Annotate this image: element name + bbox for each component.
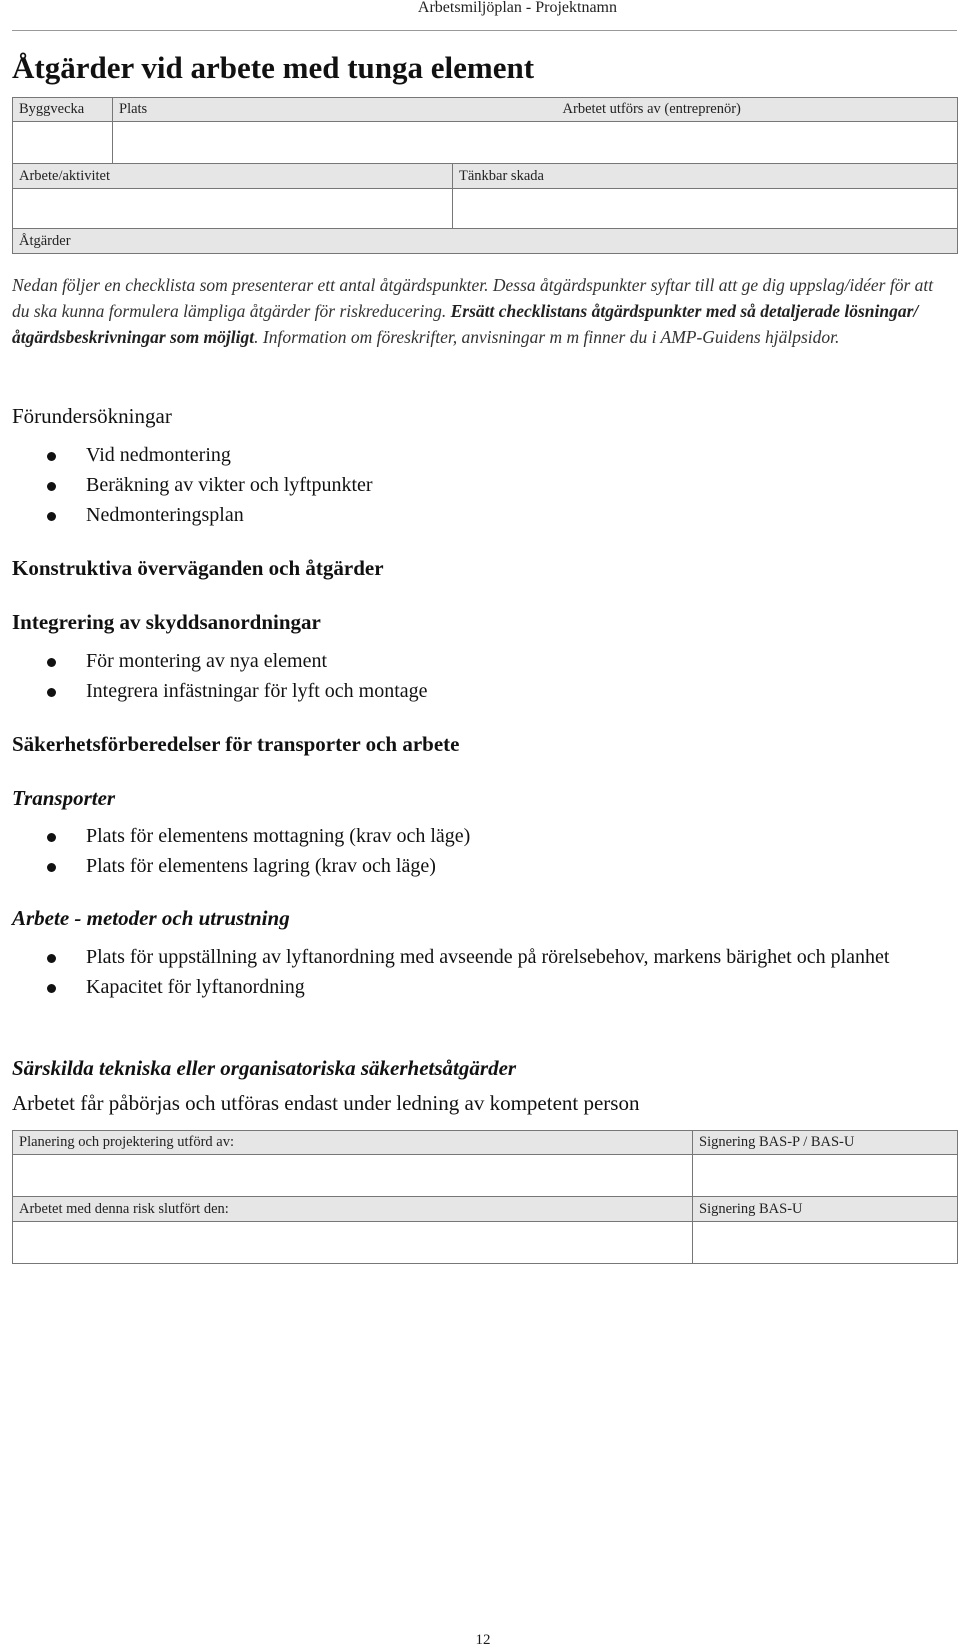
heading-transporter: Transporter bbox=[12, 786, 116, 810]
field-arbetet-utfors-av[interactable] bbox=[557, 122, 958, 164]
list-item: Plats för uppställning av lyftanordning med avseende på rörelsebehov, markens bärighet och planhet bbox=[42, 942, 922, 972]
sarskilda-text: Arbetet får påbörjas och utföras endast under ledning av kompetent person bbox=[12, 1091, 640, 1115]
list-item: Beräkning av vikter och lyftpunkter bbox=[42, 470, 922, 500]
field-planering-utford-av[interactable] bbox=[13, 1155, 693, 1197]
signoff-form bbox=[12, 1130, 958, 1264]
list-item: Kapacitet för lyftanordning bbox=[42, 972, 922, 1002]
label-signering-bas-p-u: Signering BAS-P / BAS-U bbox=[693, 1131, 958, 1155]
intro-paragraph bbox=[12, 272, 952, 350]
field-signering-bas-p-u[interactable] bbox=[693, 1155, 958, 1197]
label-byggvecka: Byggvecka bbox=[13, 98, 113, 122]
document-header-title: Arbetsmiljöplan - Projektnamn bbox=[417, 0, 617, 16]
list-item: Vid nedmontering bbox=[42, 440, 922, 470]
list-item: Plats för elementens mottagning (krav och läge) bbox=[42, 821, 922, 851]
field-signering-bas-u[interactable] bbox=[693, 1222, 958, 1264]
heading-forundersokningar: Förundersökningar bbox=[12, 404, 172, 428]
label-arbete-aktivitet: Arbete/aktivitet bbox=[13, 164, 453, 189]
bullet-icon bbox=[47, 688, 56, 697]
list-item: Plats för elementens lagring (krav och läge) bbox=[42, 851, 922, 881]
list-item: Integrera infästningar för lyft och montage bbox=[42, 676, 922, 706]
label-tankbar-skada: Tänkbar skada bbox=[453, 164, 958, 189]
label-atgarder: Åtgärder bbox=[13, 229, 958, 254]
intro-text-1: Nedan följer en checklista som presenterar ett antal åtgärdspunkter. Dessa åtgärdspunkter syftar till att ge dig uppslag/idéer för att du ska kunna formulera lämpliga åtgärder för riskreducering. bbox=[12, 275, 934, 321]
heading-integrering: Integrering av skyddsanordningar bbox=[12, 610, 321, 634]
bullet-icon bbox=[47, 984, 56, 993]
field-arbete-aktivitet[interactable] bbox=[13, 189, 453, 229]
heading-sakerhet: Säkerhetsförberedelser för transporter och arbete bbox=[12, 732, 460, 756]
list-item: För montering av nya element bbox=[42, 646, 922, 676]
label-plats: Plats bbox=[113, 98, 557, 122]
bullet-icon bbox=[47, 452, 56, 461]
list-integrering bbox=[42, 646, 922, 706]
label-signering-bas-u: Signering BAS-U bbox=[693, 1197, 958, 1222]
label-arbetet-utfors-av: Arbetet utförs av (entreprenör) bbox=[557, 98, 958, 122]
list-item: Nedmonteringsplan bbox=[42, 500, 922, 530]
heading-konstruktiva: Konstruktiva överväganden och åtgärder bbox=[12, 556, 384, 580]
intro-text-3: . Information om föreskrifter, anvisningar m m finner du i AMP-Guidens hjälpsidor. bbox=[254, 327, 840, 347]
heading-arbete: Arbete - metoder och utrustning bbox=[12, 906, 290, 930]
heading-sarskilda: Särskilda tekniska eller organisatoriska säkerhetsåtgärder bbox=[12, 1056, 517, 1080]
intro-text-emphasis: Ersätt checklistans åtgärdspunkter med så detaljerade lösningar/åtgärdsbeskrivningar som möjligt bbox=[12, 301, 919, 347]
bullet-icon bbox=[47, 512, 56, 521]
list-transporter bbox=[42, 821, 922, 881]
page-number: 12 bbox=[475, 1632, 491, 1648]
bullet-icon bbox=[47, 658, 56, 667]
label-planering-utford-av: Planering och projektering utförd av: bbox=[13, 1131, 693, 1155]
project-info-form bbox=[12, 97, 958, 254]
page-title: Åtgärder vid arbete med tunga element bbox=[12, 50, 535, 85]
list-forundersokningar bbox=[42, 440, 922, 530]
field-arbetet-slutfort-den[interactable] bbox=[13, 1222, 693, 1264]
field-tankbar-skada[interactable] bbox=[453, 189, 958, 229]
bullet-icon bbox=[47, 863, 56, 872]
list-arbete bbox=[42, 942, 922, 1002]
bullet-icon bbox=[47, 954, 56, 963]
field-plats[interactable] bbox=[113, 122, 557, 164]
bullet-icon bbox=[47, 482, 56, 491]
bullet-icon bbox=[47, 833, 56, 842]
label-arbetet-slutfort-den: Arbetet med denna risk slutfört den: bbox=[13, 1197, 693, 1222]
header-rule bbox=[12, 30, 957, 31]
field-byggvecka[interactable] bbox=[13, 122, 113, 164]
